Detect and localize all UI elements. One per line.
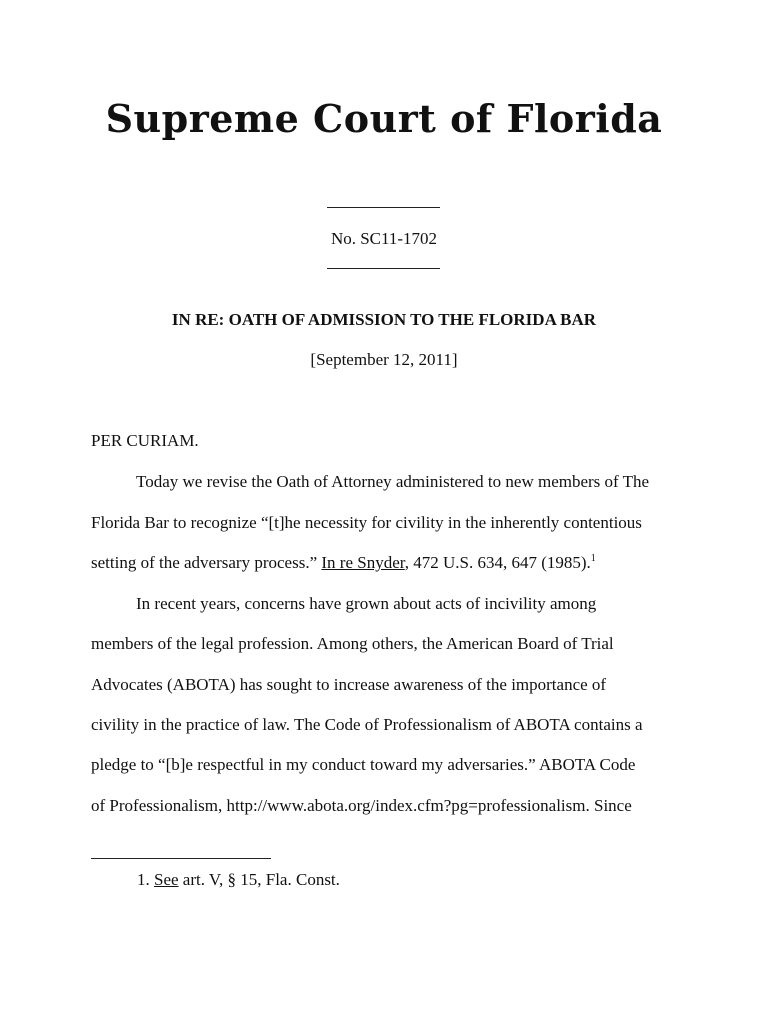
paragraph-2-line-6: of Professionalism, http://www.abota.org/index.cfm?pg=professionalism. Since	[91, 796, 632, 815]
case-date: [September 12, 2011]	[310, 350, 458, 369]
case-number: No. SC11-1702	[330, 229, 438, 248]
footnote-signal: See	[154, 870, 179, 889]
case-citation: In re Snyder	[321, 553, 405, 572]
paragraph-2-line-2: members of the legal profession. Among others, the American Board of Trial	[91, 634, 614, 653]
footnote-divider	[91, 858, 271, 859]
paragraph-1-line-3-pre: setting of the adversary process.”	[91, 553, 322, 572]
paragraph-1-line-3	[91, 553, 681, 573]
court-title: Supreme Court of Florida	[105, 96, 663, 141]
paragraph-2-line-4: civility in the practice of law. The Code of Professionalism of ABOTA contains a	[91, 715, 643, 734]
paragraph-2-line-5: pledge to “[b]e respectful in my conduct toward my adversaries.” ABOTA Code	[91, 755, 636, 774]
footnote-text: art. V, § 15, Fla. Const.	[178, 870, 340, 889]
footnote-number: 1.	[137, 870, 150, 889]
paragraph-2-line-1: In recent years, concerns have grown about acts of incivility among	[136, 594, 597, 613]
per-curiam-heading: PER CURIAM.	[91, 431, 199, 450]
paragraph-1-line-1: Today we revise the Oath of Attorney administered to new members of The	[136, 472, 650, 491]
bottom-divider	[327, 268, 440, 269]
footnote-1	[137, 870, 340, 890]
footnote-ref[interactable]: 1	[590, 553, 596, 564]
paragraph-2-line-3: Advocates (ABOTA) has sought to increase awareness of the importance of	[91, 675, 607, 694]
paragraph-1-line-2: Florida Bar to recognize “[t]he necessity for civility in the inherently contentious	[91, 513, 642, 532]
paragraph-1-line-3-post: , 472 U.S. 634, 647 (1985).	[404, 553, 591, 572]
top-divider	[327, 207, 440, 208]
case-caption: IN RE: OATH OF ADMISSION TO THE FLORIDA BAR	[171, 310, 597, 329]
